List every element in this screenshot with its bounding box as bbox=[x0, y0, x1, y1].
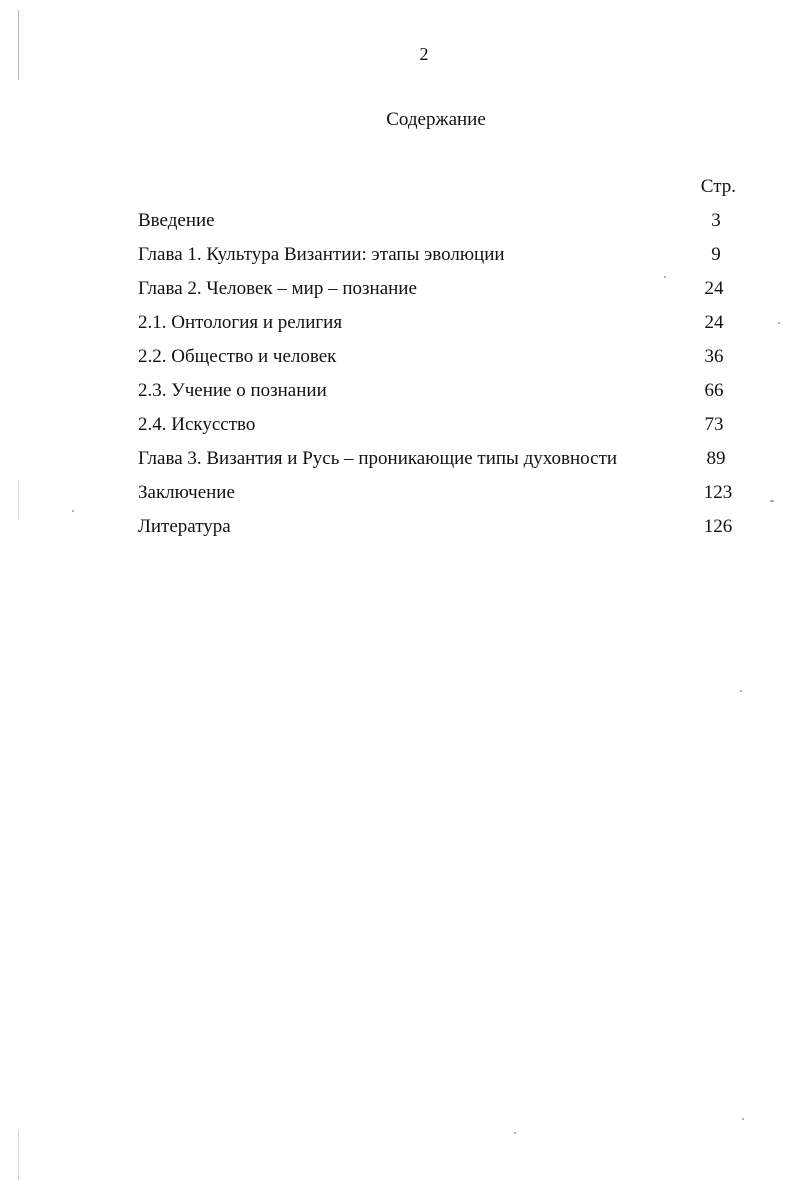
toc-entry-bibliography bbox=[138, 515, 734, 549]
scan-edge-mark bbox=[18, 10, 19, 80]
toc-entry-page: 89 bbox=[706, 448, 726, 469]
toc-entry-page: 24 bbox=[704, 278, 724, 299]
toc-entry-page: 126 bbox=[703, 516, 733, 537]
toc-entry-introduction bbox=[138, 209, 734, 243]
toc-entry-page: 24 bbox=[704, 312, 724, 333]
toc-entry-page: 66 bbox=[704, 380, 724, 401]
page-number: 2 bbox=[419, 44, 429, 64]
toc-entry-page: 9 bbox=[711, 244, 721, 265]
page-title: Содержание bbox=[386, 109, 486, 130]
scan-speck bbox=[664, 276, 666, 278]
toc-entry-label: Литература bbox=[138, 516, 231, 537]
toc-entry-section-2-3 bbox=[138, 379, 734, 413]
toc-entry-chapter-1 bbox=[138, 243, 734, 277]
scan-speck bbox=[514, 1132, 516, 1134]
scan-speck bbox=[740, 690, 742, 692]
toc-entry-page: 73 bbox=[704, 414, 724, 435]
scan-speck bbox=[778, 322, 780, 324]
toc-entry-label: Введение bbox=[138, 210, 215, 231]
toc-entry-label: Глава 3. Византия и Русь – проникающие типы духовности bbox=[138, 448, 618, 469]
page-column-header: Стр. bbox=[700, 176, 736, 197]
toc-entry-section-2-4 bbox=[138, 413, 734, 447]
toc-entry-label: Заключение bbox=[138, 482, 235, 503]
toc-entry-section-2-2 bbox=[138, 345, 734, 379]
toc-entry-page: 123 bbox=[703, 482, 733, 503]
toc-entry-label: 2.2. Общество и человек bbox=[138, 346, 337, 367]
toc-entry-page: 3 bbox=[711, 210, 721, 231]
scan-speck bbox=[770, 500, 774, 502]
toc-entry-label: 2.4. Искусство bbox=[138, 414, 256, 435]
toc-entry-label: 2.1. Онтология и религия bbox=[138, 312, 343, 333]
toc-entry-chapter-2 bbox=[138, 277, 734, 311]
toc-entry-page: 36 bbox=[704, 346, 724, 367]
scan-speck bbox=[742, 1118, 744, 1120]
toc-entry-label: 2.3. Учение о познании bbox=[138, 380, 327, 401]
scan-speck bbox=[72, 510, 74, 512]
toc-entry-section-2-1 bbox=[138, 311, 734, 345]
table-of-contents bbox=[138, 209, 734, 549]
scan-edge-mark bbox=[18, 480, 19, 520]
toc-entry-label: Глава 1. Культура Византии: этапы эволюции bbox=[138, 244, 505, 265]
toc-entry-conclusion bbox=[138, 481, 734, 515]
toc-entry-label: Глава 2. Человек – мир – познание bbox=[138, 278, 417, 299]
scan-edge-mark bbox=[18, 1130, 19, 1180]
toc-entry-chapter-3 bbox=[138, 447, 734, 481]
